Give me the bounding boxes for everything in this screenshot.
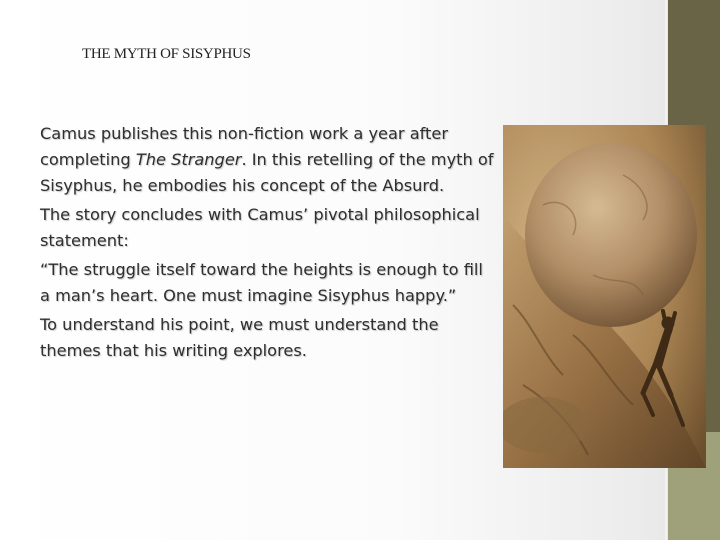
book-title-italic: The Stranger [135, 150, 242, 169]
paragraph-themes: To understand his point, we must understand the themes that his writing explores. [40, 315, 439, 360]
paragraph-intro [40, 121, 495, 199]
slide-title: THE MYTH OF SISYPHUS [82, 46, 251, 62]
paragraph-intro-end: . In this retelling of the myth of Sisyphus, he embodies his concept of the Absurd. [40, 150, 494, 195]
paragraph-conclusion: The story concludes with Camus’ pivotal philosophical statement: [40, 205, 480, 250]
sepia-overlay [503, 125, 706, 468]
paragraph-quote: “The struggle itself toward the heights is enough to fill a man’s heart. One must imagine Sisyphus happy.” [40, 260, 483, 305]
sisyphus-illustration [503, 125, 706, 468]
slide-body [40, 121, 495, 367]
paragraph-intro-start: Camus publishes this non-fiction work a year after completing [40, 124, 448, 169]
sisyphus-image [503, 125, 706, 468]
